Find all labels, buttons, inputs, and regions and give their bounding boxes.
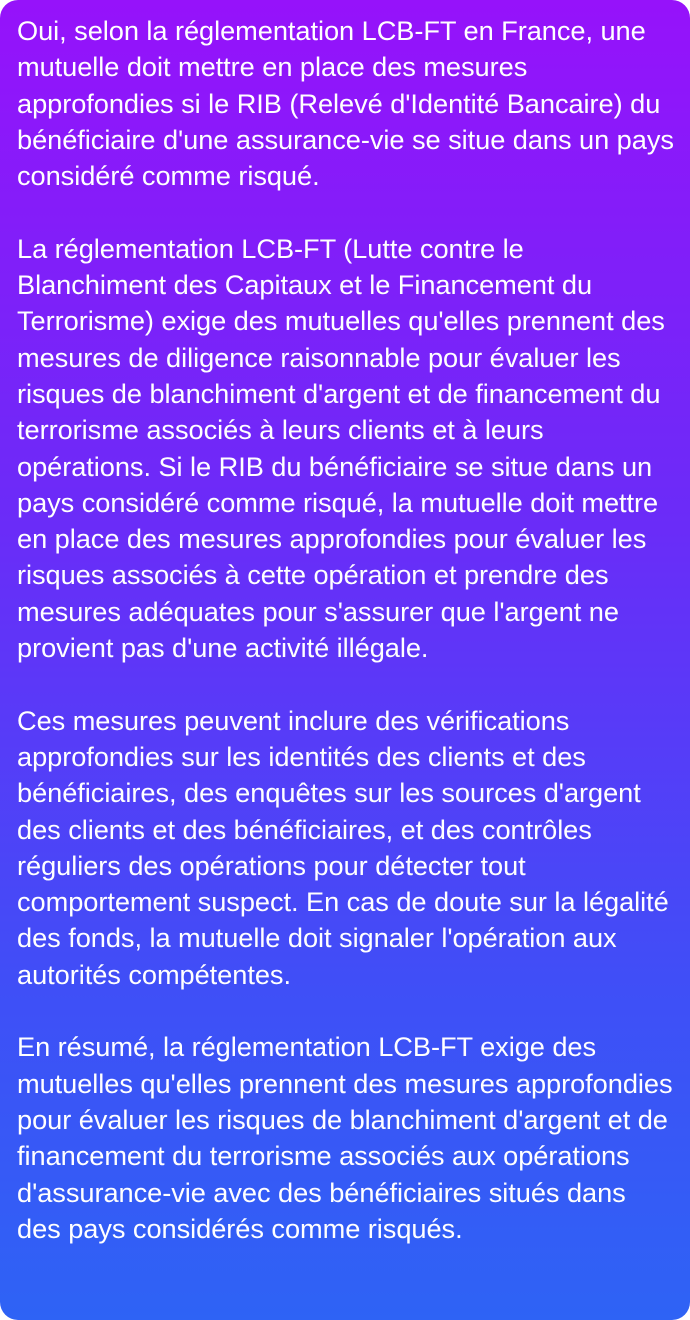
message-paragraph-4: En résumé, la réglementation LCB-FT exige des mutuelles qu'elles prennent des mesures approfondies pour évaluer les risques de blanchiment d'argent et de financement du terrorisme associés aux opérations d'assurance-vie avec des bénéficiaires situés dans des pays considérés comme risqués.	[17, 1031, 673, 1244]
message-paragraph-3: Ces mesures peuvent inclure des vérifications approfondies sur les identités des clients et des bénéficiaires, des enquêtes sur les sources d'argent des clients et des bénéficiaires, et des contrôles réguliers des opérations pour détecter tout comportement suspect. En cas de doute sur la légalité des fonds, la mutuelle doit signaler l'opération aux autorités compétentes.	[17, 704, 669, 990]
message-paragraph-1: Oui, selon la réglementation LCB-FT en France, une mutuelle doit mettre en place des mesures approfondies si le RIB (Relevé d'Identité Bancaire) du bénéficiaire d'une assurance-vie se situe dans un pays considéré comme risqué.	[17, 15, 674, 192]
message-paragraph-2: La réglementation LCB-FT (Lutte contre le Blanchiment des Capitaux et le Financement du Terrorisme) exige des mutuelles qu'elles prennent des mesures de diligence raisonnable pour évaluer les risques de blanchiment d'argent et de financement du terrorisme associés à leurs clients et à leurs opérations. Si le RIB du bénéficiaire se situe dans un pays considéré comme risqué, la mutuelle doit mettre en place des mesures approfondies pour évaluer les risques associés à cette opération et prendre des mesures adéquates pour s'assurer que l'argent ne provient pas d'une activité illégale.	[17, 232, 665, 664]
